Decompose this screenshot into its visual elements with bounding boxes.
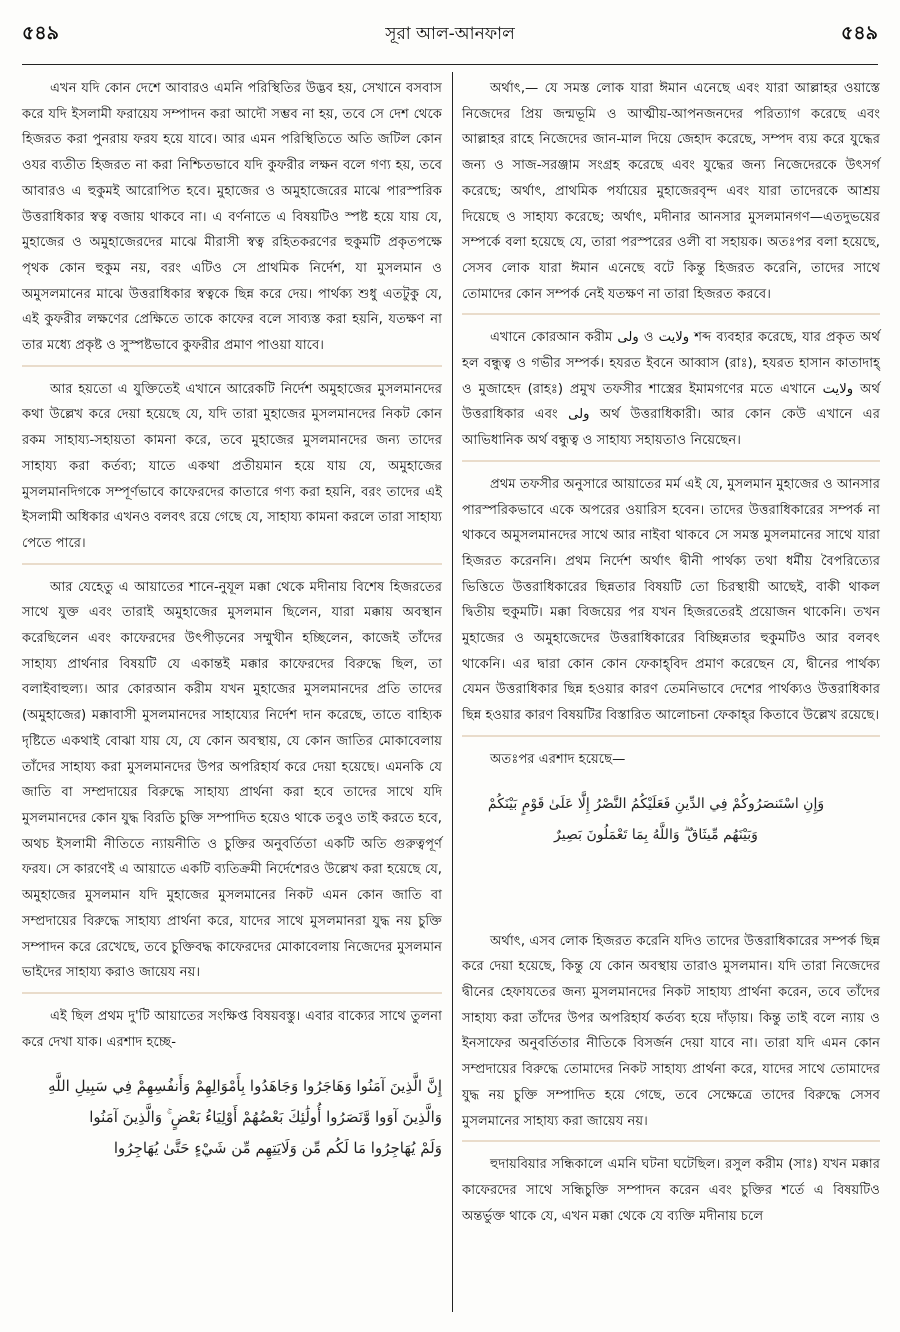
paragraph-text: প্রথম তফসীর অনুসারে আয়াতের মর্ম এই যে, মুসলমান মুহাজের ও আনসার পারস্পরিকভাবে একে অপরের ওয়ারিস হবেন। তাদের উত্তরাধিকারের সম্পর্ক না থাকবে অমুসলমানদের সাথে আর নাইবা থাকবে সে সমস্ত মুসলমানের সাথে যারা হিজরত করেননি। প্রথম নির্দেশ অর্থাৎ দ্বীনী পার্থক্য তথা ধর্মীয় বৈপরিত্যের ভিত্তিতে উত্তরাধিকারের ছিন্নতার বিষয়টি তো চিরস্থায়ী আছেই, বাকী থাকল দ্বিতীয় হুকুমটি। মক্কা বিজয়ের পর যখন হিজরতেরই প্রয়োজন থাকেনি। তখন মুহাজের ও অমুহাজেদের উত্তরাধিকারের বিচ্ছিন্নতার হুকুমটিও আর বলবৎ থাকেনি। এর দ্বারা কোন কোন ফেকাহ্‌বিদ প্রমাণ করেছেন যে, দ্বীনের পার্থক্য যেমন উত্তরাধিকার ছিন্ন হওয়ার কারণ তেমনিভাবে দেশের পার্থক্যও উত্তরাধিকার ছিন্ন হওয়ার কারণ বিষয়টির বিস্তারিত আলোচনা ফেকাহ্‌র কিতাবে উল্লেখ রয়েছে।	[462, 476, 880, 724]
paragraph-text: অতঃপর এরশাদ হয়েছে—	[490, 751, 626, 767]
paragraph-text: এখানে কোরআন করীম ولى ও ولايت শব্দ ব্যবহার করেছে, যার প্রকৃত অর্থ হল বন্ধুত্ব ও গভীর সম্পর্ক। হযরত ইবনে আব্বাস (রাঃ), হযরত হাসান কাতাদাহ্ ও মুজাহেদ (রাহঃ) প্রমুখ তফসীর শাস্ত্রের ইমামগণের মতে এখানে ولايت অর্থ উত্তরাধিকার এবং ولى অর্থ উত্তরাধিকারী। আর কোন কেউ এখানে এর আভিধানিক অর্থ বন্ধুত্ব ও সাহায্য সহায়তাও নিয়েছেন।	[462, 330, 881, 449]
page-number-left: ৫৪৯	[22, 22, 59, 44]
paragraph	[22, 575, 442, 994]
header-rule	[22, 64, 878, 65]
paragraph	[462, 76, 880, 315]
arabic-verse-line: وَبَيْنَهُم مِّيثَاقٌ ۗ وَاللَّهُ بِمَا تَعْمَلُونَ بَصِيرٌ	[554, 826, 758, 843]
arabic-verse-line: وَالَّذِينَ آوَوا وَّنَصَرُوا أُولَٰئِكَ بَعْضُهُمْ أَوْلِيَاءُ بَعْضٍ ۚ وَالَّذِينَ آمَنُوا	[89, 1108, 442, 1127]
paragraph	[22, 76, 442, 367]
paragraph	[462, 929, 880, 1143]
arabic-verse-line: وَإِنِ اسْتَنصَرُوكُمْ فِي الدِّينِ فَعَلَيْكُمُ النَّصْرُ إِلَّا عَلَىٰ قَوْمٍ بَيْنَكُمْ	[487, 795, 825, 812]
paragraph	[462, 472, 880, 737]
paragraph-text: এখন যদি কোন দেশে আবারও এমনি পরিস্থিতির উদ্ভব হয়, সেখানে বসবাস করে যদি ইসলামী ফরায়েয সম্পাদন করা আদৌ সম্ভব না হয়, তবে সে দেশ থেকে হিজরত করা পুনরায় ফরয হয়ে যাবে। আর এমন পরিস্থিতিতে অতি জটিল কোন ওযর ব্যতীত হিজরত না করা নিশ্চিতভাবে যদি কুফরীর লক্ষন বলে গণ্য হয়, তবে আবারও এ হুকুমই আরোপিত হবে। মুহাজের ও অমুহাজেরের মাঝে পারস্পরিক উত্তরাধিকার স্বত্ব বজায় থাকবে না। এ বর্ণনাতে এ বিষয়টিও স্পষ্ট হয়ে যায় যে, মুহাজের ও অমুহাজেরদের মাঝে মীরাসী স্বত্ব রহিতকরণের হুকুমটি প্রকৃতপক্ষে পৃথক কোন হুকুম নয়, বরং এটিও সে প্রাথমিক নির্দেশ, যা মুসলমান ও অমুসলমানের মাঝে উত্তরাধিকার স্বত্বকে ছিন্ন করে দেয়। পার্থক্য শুধু এতটুকু যে, এই কুফরীর লক্ষণের প্রেক্ষিতে তাকে কাফের বলে সাব্যস্ত করা হয়নি, যতক্ষণ না তার মধ্যে প্রকৃষ্ট ও সুস্পষ্টভাবে কুফরীর প্রমাণ পাওয়া যাবে।	[22, 81, 442, 354]
paragraph	[462, 325, 880, 462]
paragraph-text: অর্থাৎ, এসব লোক হিজরত করেনি যদিও তাদের উত্তরাধিকারের সম্পর্ক ছিন্ন করে দেয়া হয়েছে, কিন্তু যে কোন অবস্থায় তারাও মুসলমান। যদি তারা নিজেদের দ্বীনের হেফাযতের জন্য মুসলমানদের নিকট সাহায্য প্রার্থনা করেন, তবে তাঁদের সাহায্য করা তাঁদের উপর অপরিহার্য কর্তব্য হয়ে দাঁড়ায়। কিন্তু তাই বলে ন্যায় ও ইনসাফের অনুবর্তিতার নীতিকে বিসর্জন দেয়া যাবে না। তারা যদি এমন কোন সম্প্রদায়ের বিরুদ্ধে তোমাদের নিকট সাহায্য প্রার্থনা করে, যাদের সাথে তোমাদের যুদ্ধ নয় চুক্তি সম্পাদিত হয়ে গেছে, তবে সেক্ষেত্রে তাদের বিরুদ্ধে সেসব মুসলমানের সাহায্য করা জায়েয নয়।	[462, 933, 880, 1129]
arabic-verse-line: وَلَمْ يُهَاجِرُوا مَا لَكُم مِّن وَلَايَتِهِم مِّن شَيْءٍ حَتَّىٰ يُهَاجِرُوا	[113, 1139, 442, 1158]
paragraph	[462, 1152, 880, 1235]
paragraph-text: আর হয়তো এ যুক্তিতেই এখানে আরেকটি নির্দেশ অমুহাজের মুসলমানদের কথা উল্লেখ করে দেয়া হয়েছে যে, যদি তারা মুহাজের মুসলমানদের নিকট কোন রকম সাহায্য-সহায়তা কামনা করে, তবে মুহাজের মুসলমানদের জন্য তাদের সাহায্য করা কর্তব্য; যাতে একথা প্রতীয়মান হয়ে যায় যে, অমুহাজের মুসলমানদিগকে সম্পূর্ণভাবে কাফেরদের কাতারে গণ্য করা হয়নি, বরং তাদের এই ইসলামী অধিকার এখনও বলবৎ রয়ে গেছে যে, সাহায্য কামনা করলে তারা সাহায্য পেতে পারে।	[22, 381, 442, 551]
column-divider	[452, 72, 453, 1312]
page-number-right: ৫৪৯	[841, 22, 878, 44]
page-header	[22, 6, 878, 64]
paragraph-text: এই ছিল প্রথম দু'টি আয়াতের সংক্ষিপ্ত বিষয়বস্তু। এবার বাক্যের সাথে তুলনা করে দেখা যাক। এরশাদ হচ্ছে-	[22, 1008, 442, 1050]
right-column	[462, 76, 880, 1312]
running-title: সূরা আল-আনফাল	[385, 24, 515, 44]
paragraph	[462, 747, 880, 779]
paragraph	[22, 1004, 442, 1061]
paragraph-text: হুদায়বিয়ার সন্ধিকালে এমনি ঘটনা ঘটেছিল। রসুল করীম (সাঃ) যখন মক্কার কাফেরদের সাথে সন্ধিচুক্তি সম্পাদন করেন এবং চুক্তির শর্তে এ বিষয়টিও অন্তর্ভুক্ত থাকে যে, এখন মক্কা থেকে যে ব্যক্তি মদীনায় চলে	[462, 1157, 880, 1224]
paragraph	[22, 377, 442, 565]
arabic-verse-line: إِنَّ الَّذِينَ آمَنُوا وَهَاجَرُوا وَجَاهَدُوا بِأَمْوَالِهِمْ وَأَنفُسِهِمْ فِي سَبِيلِ اللَّهِ	[48, 1077, 442, 1096]
paragraph-text: অর্থাৎ,— যে সমস্ত লোক যারা ঈমান এনেছে এবং যারা আল্লাহর ওয়াস্তে নিজেদের প্রিয় জন্মভূমি ও আত্মীয়-আপনজনদের পরিত্যাগ করেছে এবং আল্লাহর রাহে নিজেদের জান-মাল দিয়ে জেহাদ করেছে, সম্পদ ব্যয় করে যুদ্ধের জন্য ও সাজ-সরঞ্জাম সংগ্রহ করেছে এবং যুদ্ধের জন্য নিজেদেরকে উৎসর্গ করেছে; অর্থাৎ, প্রাথমিক পর্যায়ের মুহাজেরবৃন্দ এবং যারা তাদেরকে আশ্রয় দিয়েছে ও সাহায্য করেছে; অর্থাৎ, মদীনার আনসার মুসলমানগণ—এতদুভয়ের সম্পর্কে বলা হয়েছে যে, তারা পরস্পরের ওলী বা সহায়ক। অতঃপর বলা হয়েছে, সেসব লোক যারা ঈমান এনেছে বটে কিন্তু হিজরত করেনি, তাদের সাথে তোমাদের কোন সম্পর্ক নেই যতক্ষণ না তারা হিজরত করবে।	[462, 81, 880, 302]
paragraph-text: আর যেহেতু এ আয়াতের শানে-নুযূল মক্কা থেকে মদীনায় বিশেষ হিজরতের সাথে যুক্ত এবং তারাই অমুহাজের মুসলমান ছিলেন, যারা মক্কায় অবস্থান করেছিলেন এবং কাফেরদের উৎপীড়নের সম্মুখীন হচ্ছিলেন, কাজেই তাঁদের সাহায্য প্রার্থনার বিষয়টি যে একান্তই মক্কার কাফেরদের বিরুদ্ধে ছিল, তা বলাইবাহুল্য। আর কোরআন করীম যখন মুহাজের মুসলমানদের প্রতি তাদের (অমুহাজের) মক্কাবাসী মুসলমানদের সাহায্যের নির্দেশ দান করেছে, তাতে বাহ্যিক দৃষ্টিতে একথাই বোঝা যায় যে, যে কোন অবস্থায়, যে কোন জাতির মোকাবেলায় তাঁদের সাহায্য করা মুসলমানদের উপর অপরিহার্য করে দেয়া হয়েছে। এমনকি যে জাতি বা সম্প্রদায়ের বিরুদ্ধে সাহায্য প্রার্থনা করা হবে তাদের সাথে যদি মুসলমানদের কোন যুদ্ধ বিরতি চুক্তি সম্পাদিত হয়েও থাকে তবুও তাই করতে হবে, অথচ ইসলামী নীতিতে ন্যায়নীতি ও চুক্তির অনুবর্তিতা একটি অতি গুরুত্বপূর্ণ ফরয। সে কারণেই এ আয়াতে একটি ব্যতিক্রমী নির্দেশেরও উল্লেখ করা হয়েছে যে, অমুহাজের মুসলমান যদি মুহাজের মুসলমানের নিকট এমন কোন জাতি বা সম্প্রদায়ের বিরুদ্ধে সাহায্য প্রার্থনা করে, যাদের সাথে মুসলমানরা যুদ্ধ নয় চুক্তি সম্পাদন করে রেখেছে, তবে চুক্তিবদ্ধ কাফেরদের মোকাবেলায় নিজেদের মুসলমান ভাইদের সাহায্য করাও জায়েয নয়।	[22, 579, 442, 981]
verse-spacer	[462, 851, 880, 929]
left-column	[22, 76, 442, 1312]
